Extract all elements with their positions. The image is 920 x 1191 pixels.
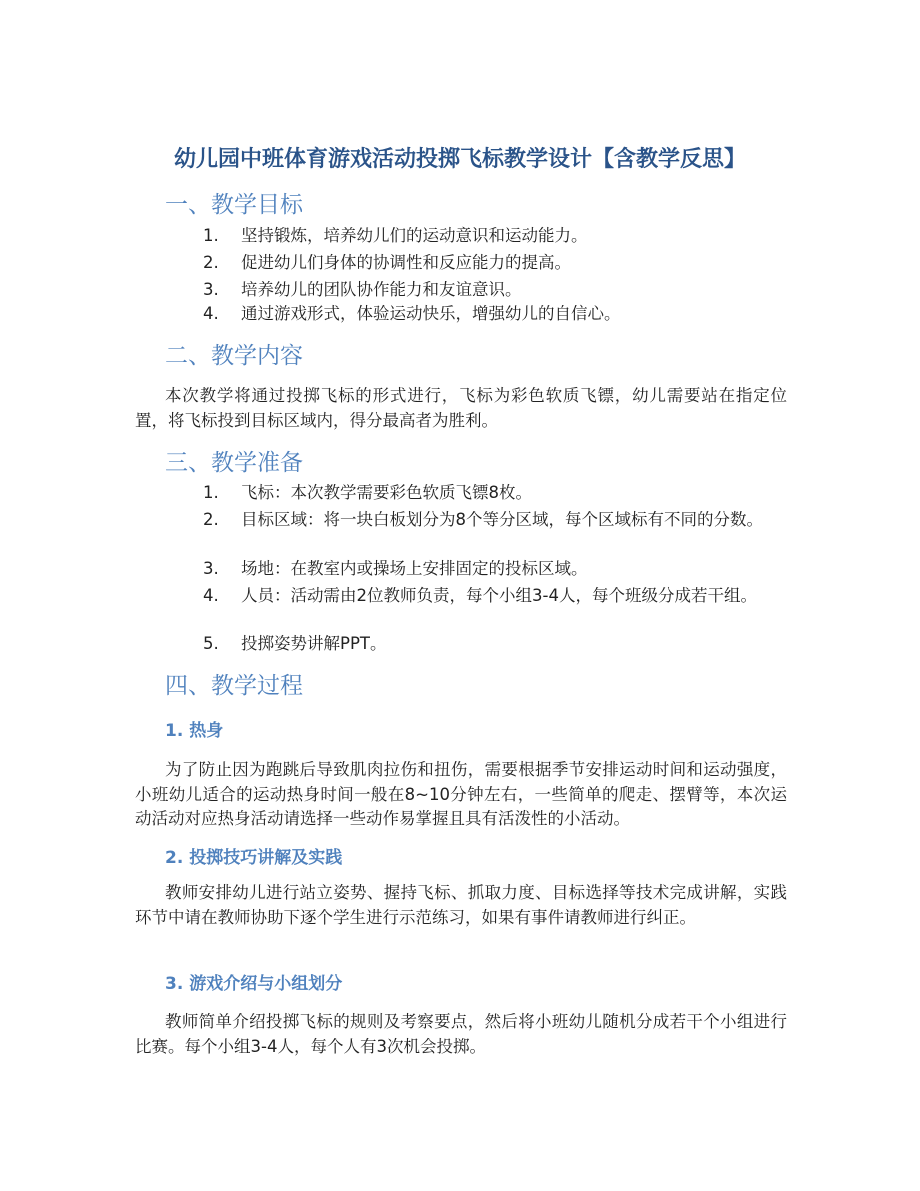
subheading-game-intro: 3. 游戏介绍与小组划分 xyxy=(165,974,343,994)
list-number: 4. xyxy=(203,304,219,323)
list-number: 5. xyxy=(203,634,219,653)
document-title: 幼儿园中班体育游戏活动投掷飞标教学设计【含教学反思】 xyxy=(173,147,746,172)
list-text: 投掷姿势讲解PPT。 xyxy=(241,634,387,653)
list-text: 促进幼儿们身体的协调性和反应能力的提高。 xyxy=(241,253,571,272)
list-number: 3. xyxy=(203,280,219,299)
subheading-technique: 2. 投掷技巧讲解及实践 xyxy=(165,848,343,868)
list-number: 4. xyxy=(203,586,219,605)
section-heading-process: 四、教学过程 xyxy=(165,673,303,699)
list-text: 目标区域：将一块白板划分为8个等分区域，每个区域标有不同的分数。 xyxy=(241,510,763,529)
list-number: 2. xyxy=(203,253,219,272)
list-item xyxy=(135,481,790,505)
list-text: 飞标：本次教学需要彩色软质飞镖8枚。 xyxy=(241,483,532,502)
list-number: 2. xyxy=(203,510,219,529)
section-heading-goals: 一、教学目标 xyxy=(165,192,303,218)
list-number: 1. xyxy=(203,483,219,502)
list-item xyxy=(135,278,790,302)
list-number: 3. xyxy=(203,559,219,578)
list-text: 培养幼儿的团队协作能力和友谊意识。 xyxy=(241,280,522,299)
subheading-warmup: 1. 热身 xyxy=(165,721,224,741)
paragraph: 教师简单介绍投掷飞标的规则及考察要点，然后将小班幼儿随机分成若干个小组进行比赛。每个小组3-4人，每个人有3次机会投掷。 xyxy=(135,1012,787,1056)
list-item xyxy=(135,557,790,581)
list-text: 通过游戏形式，体验运动快乐，增强幼儿的自信心。 xyxy=(241,304,621,323)
list-item xyxy=(135,224,790,248)
list-item xyxy=(135,251,790,275)
list-number: 1. xyxy=(203,226,219,245)
list-item xyxy=(135,584,790,608)
list-item xyxy=(135,632,790,656)
list-item xyxy=(135,302,790,326)
list-text: 人员：活动需由2位教师负责，每个小组3-4人，每个班级分成若干组。 xyxy=(241,586,757,605)
paragraph: 教师安排幼儿进行站立姿势、握持飞标、抓取力度、目标选择等技术完成讲解，实践环节中请在教师协助下逐个学生进行示范练习，如果有事件请教师进行纠正。 xyxy=(135,883,787,927)
section-heading-preparation: 三、教学准备 xyxy=(165,450,303,476)
paragraph: 为了防止因为跑跳后导致肌肉拉伤和扭伤，需要根据季节安排运动时间和运动强度，小班幼儿适合的运动热身时间一般在8~10分钟左右，一些简单的爬走、摆臂等，本次运动活动对应热身活动请选择一些动作易掌握且具有活泼性的小活动。 xyxy=(135,760,787,828)
list-text: 坚持锻炼，培养幼儿们的运动意识和运动能力。 xyxy=(241,226,588,245)
list-item xyxy=(135,508,790,532)
list-text: 场地：在教室内或操场上安排固定的投标区域。 xyxy=(241,559,588,578)
paragraph: 本次教学将通过投掷飞标的形式进行，飞标为彩色软质飞镖，幼儿需要站在指定位置，将飞标投到目标区域内，得分最高者为胜利。 xyxy=(135,386,787,430)
section-heading-content: 二、教学内容 xyxy=(165,343,303,369)
